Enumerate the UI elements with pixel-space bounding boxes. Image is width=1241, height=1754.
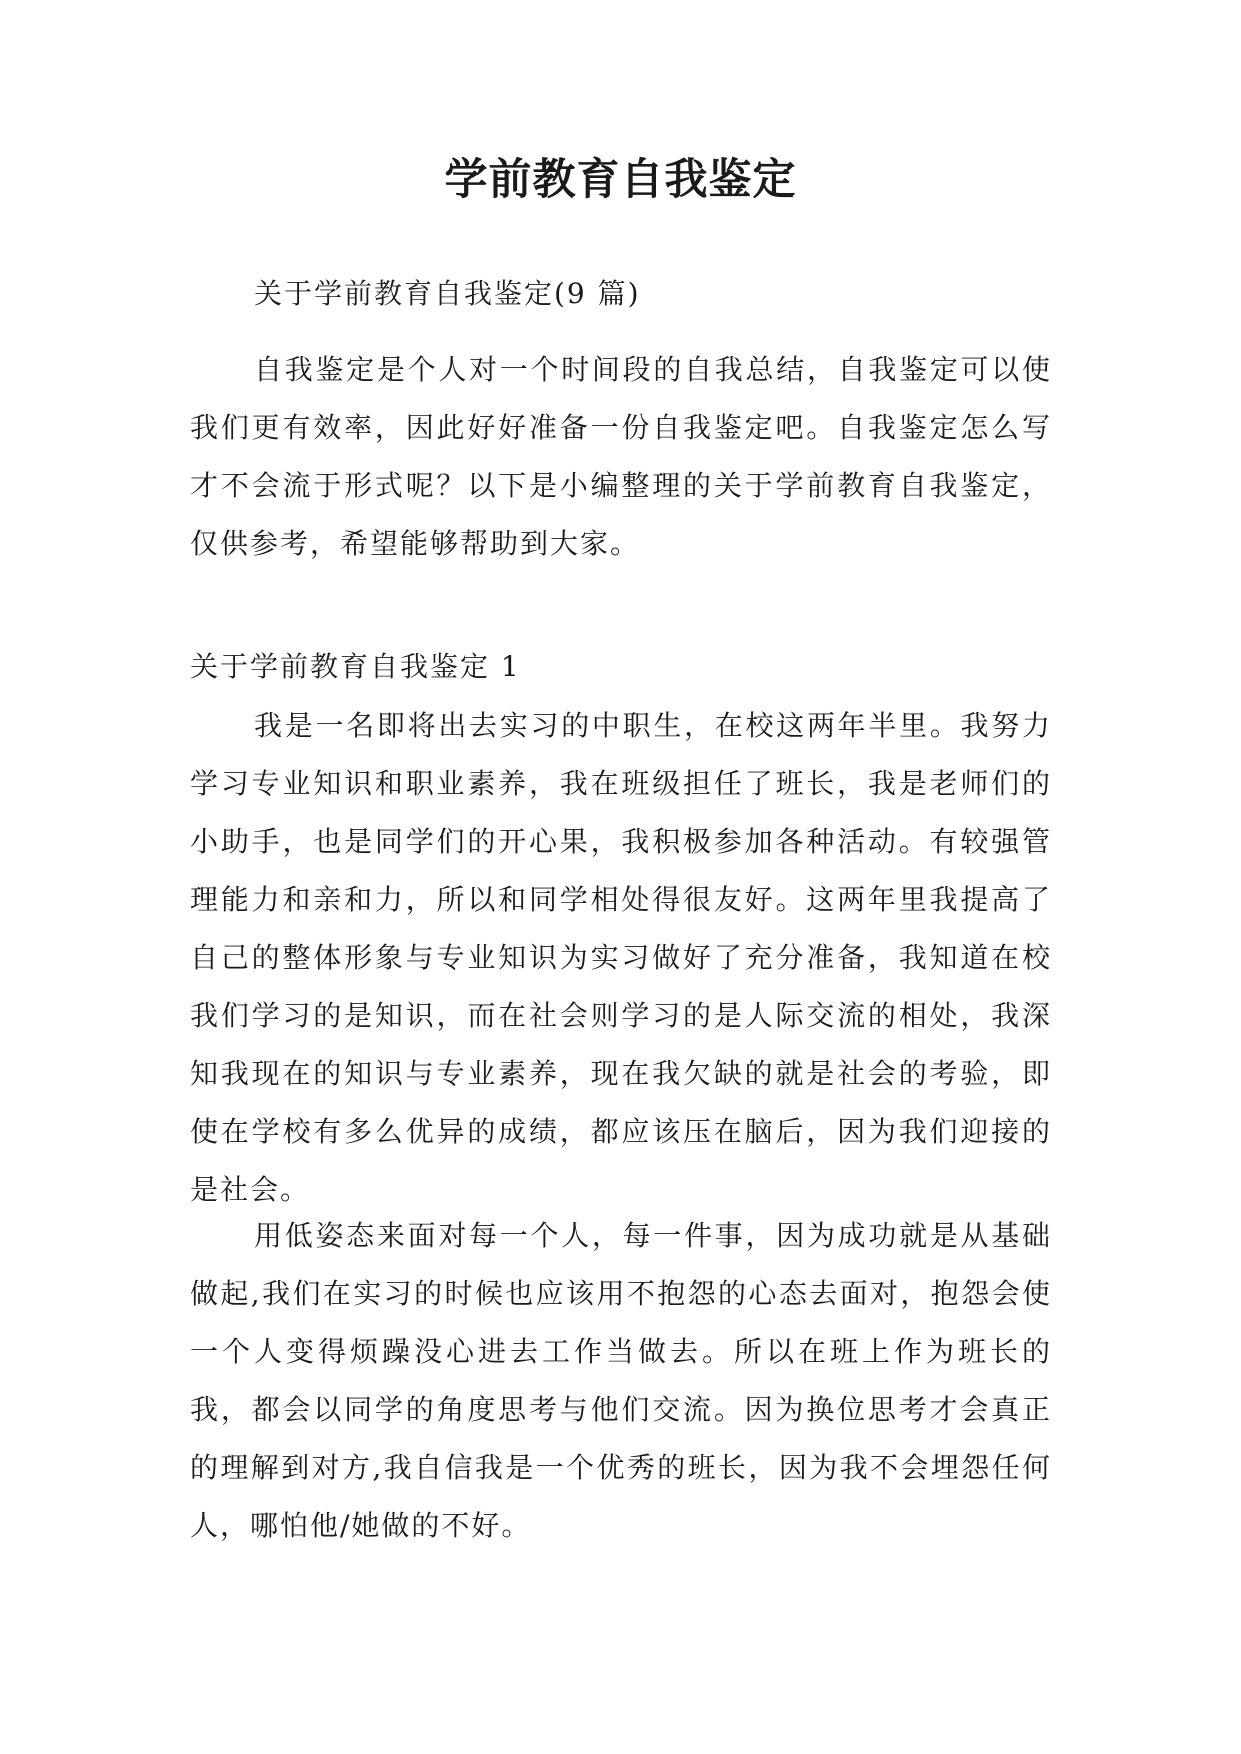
document-title: 学前教育自我鉴定 <box>444 155 797 205</box>
section-heading: 关于学前教育自我鉴定 1 <box>190 650 521 683</box>
intro-paragraph: 自我鉴定是个人对一个时间段的自我总结，自我鉴定可以使我们更有效率，因此好好准备一份自我鉴定吧。自我鉴定怎么写才不会流于形式呢？以下是小编整理的关于学前教育自我鉴定，仅供参考，希望能够帮助到大家。 <box>190 353 1052 560</box>
body-paragraph: 用低姿态来面对每一个人，每一件事，因为成功就是从基础做起,我们在实习的时候也应该用不抱怨的心态去面对，抱怨会使一个人变得烦躁没心进去工作当做去。所以在班上作为班长的我，都会以同学的角度思考与他们交流。因为换位思考才会真正的理解到对方,我自信我是一个优秀的班长，因为我不会埋怨任何人，哪怕他/她做的不好。 <box>190 1219 1052 1542</box>
body-paragraph: 我是一名即将出去实习的中职生，在校这两年半里。我努力学习专业知识和职业素养，我在班级担任了班长，我是老师们的小助手，也是同学们的开心果，我积极参加各种活动。有较强管理能力和亲和力，所以和同学相处得很友好。这两年里我提高了自己的整体形象与专业知识为实习做好了充分准备，我知道在校我们学习的是知识，而在社会则学习的是人际交流的相处，我深知我现在的知识与专业素养，现在我欠缺的就是社会的考验，即使在学校有多么优异的成绩，都应该压在脑后，因为我们迎接的是社会。 <box>190 709 1052 1206</box>
document-subtitle: 关于学前教育自我鉴定(9 篇) <box>254 277 641 310</box>
